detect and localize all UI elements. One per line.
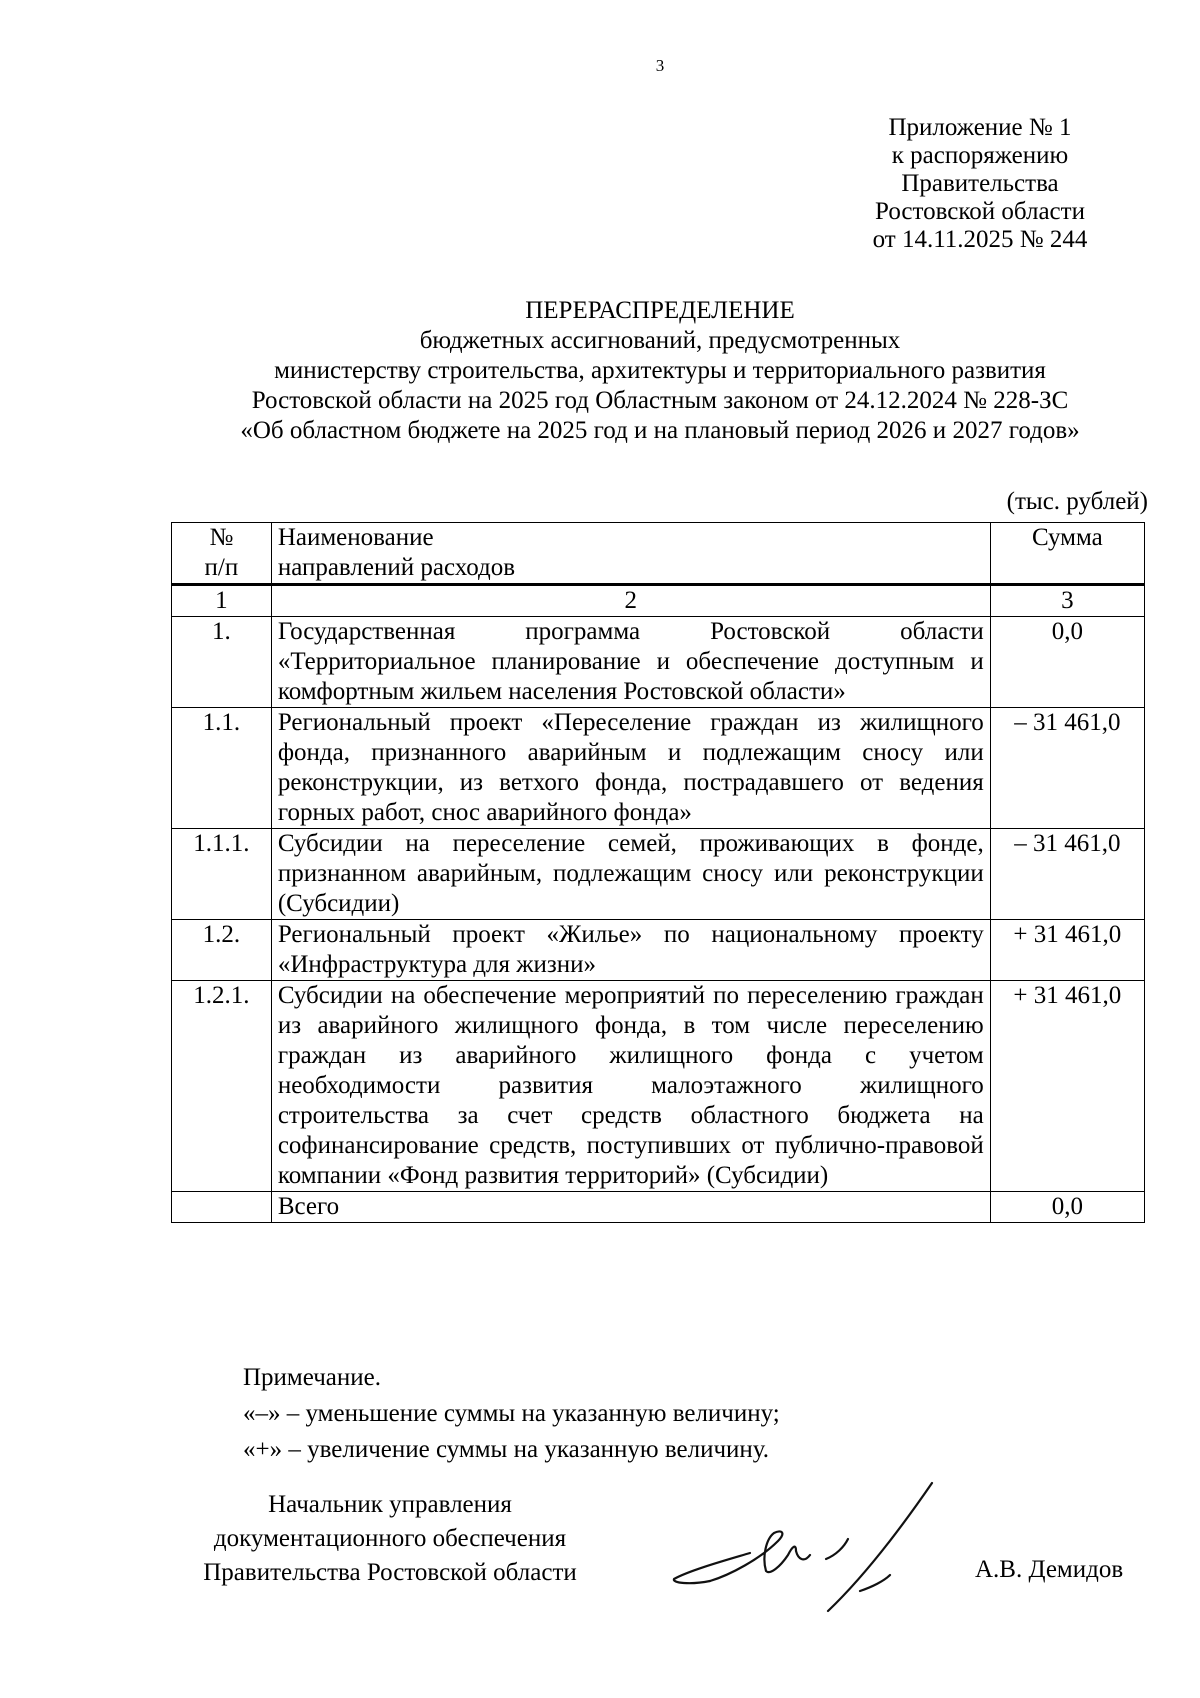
header-name <box>271 523 990 585</box>
appendix-line: к распоряжению <box>891 142 1069 169</box>
table-row <box>172 920 1145 981</box>
signer-title <box>170 1488 610 1590</box>
signer-name: А.В. Демидов <box>975 1556 1124 1583</box>
row-num: 1.1. <box>172 708 272 829</box>
total-row <box>172 1192 1145 1223</box>
appendix-line: Правительства <box>901 170 1059 197</box>
handwritten-signature <box>670 1475 950 1615</box>
note-item: «+» – увеличение суммы на указанную величину. <box>243 1436 770 1463</box>
total-label: Всего <box>271 1192 990 1223</box>
header-name-line: направлений расходов <box>277 554 516 581</box>
table-row <box>172 981 1145 1192</box>
row-sum: + 31 461,0 <box>990 981 1144 1192</box>
budget-table <box>171 522 1145 1223</box>
row-sum: + 31 461,0 <box>990 920 1144 981</box>
row-name: Региональный проект «Жилье» по национальному проекту «Инфраструктура для жизни» <box>271 920 990 981</box>
notes-title: Примечание. <box>243 1364 382 1391</box>
row-num: 1.2.1. <box>172 981 272 1192</box>
appendix-line: от 14.11.2025 № 244 <box>872 226 1088 253</box>
appendix-block <box>840 114 1120 254</box>
column-number-row <box>172 585 1145 617</box>
table-row <box>172 617 1145 708</box>
table-row <box>172 708 1145 829</box>
header-sum: Сумма <box>990 523 1144 585</box>
row-name: Региональный проект «Переселение граждан из жилищного фонда, признанного аварийным и подлежащим сносу или реконструкции, из ветхого фонда, пострадавшего от ведения горных работ, снос аварийного фонда» <box>271 708 990 829</box>
title-line: Ростовской области на 2025 год Областным законом от 24.12.2024 № 228-ЗС <box>251 387 1069 414</box>
row-name: Государственная программа Ростовской области «Территориальное планирование и обеспечение доступным и комфортным жильем населения Ростовской области» <box>271 617 990 708</box>
row-num: 1.1.1. <box>172 829 272 920</box>
title-line: бюджетных ассигнований, предусмотренных <box>419 327 901 354</box>
row-name: Субсидии на переселение семей, проживающих в фонде, признанном аварийным, подлежащим сносу или реконструкции (Субсидии) <box>271 829 990 920</box>
column-number: 3 <box>990 585 1144 617</box>
page-number: 3 <box>655 56 665 75</box>
column-number: 1 <box>172 585 272 617</box>
table-row <box>172 829 1145 920</box>
table-header-row <box>172 523 1145 585</box>
total-num <box>172 1192 272 1223</box>
units-label: (тыс. рублей) <box>1006 488 1148 515</box>
title-heading: ПЕРЕРАСПРЕДЕЛЕНИЕ <box>525 297 795 324</box>
title-line: министерству строительства, архитектуры и территориального развития <box>274 357 1046 384</box>
appendix-line: Приложение № 1 <box>888 114 1072 141</box>
column-number: 2 <box>271 585 990 617</box>
row-sum: 0,0 <box>990 617 1144 708</box>
header-num <box>172 523 272 585</box>
header-name-line: Наименование <box>277 524 434 551</box>
total-sum: 0,0 <box>990 1192 1144 1223</box>
header-num-line: № <box>209 524 234 551</box>
header-num-line: п/п <box>204 554 239 581</box>
row-num: 1.2. <box>172 920 272 981</box>
title-line: «Об областном бюджете на 2025 год и на плановый период 2026 и 2027 годов» <box>240 417 1080 444</box>
document-title <box>170 296 1150 446</box>
signer-title-line: Начальник управления <box>268 1491 512 1518</box>
row-sum: – 31 461,0 <box>990 829 1144 920</box>
notes-block <box>243 1360 780 1468</box>
appendix-line: Ростовской области <box>875 198 1085 225</box>
row-num: 1. <box>172 617 272 708</box>
row-sum: – 31 461,0 <box>990 708 1144 829</box>
note-item: «–» – уменьшение суммы на указанную величину; <box>243 1400 780 1427</box>
signer-title-line: документационного обеспечения <box>213 1525 567 1552</box>
row-name: Субсидии на обеспечение мероприятий по переселению граждан из аварийного жилищного фонда, в том числе переселению граждан из аварийного жилищного фонда с учетом необходимости развития малоэтажного жилищного строительства за счет средств областного бюджета на софинансирование средств, поступивших от публично-правовой компании «Фонд развития территорий» (Субсидии) <box>271 981 990 1192</box>
signer-title-line: Правительства Ростовской области <box>203 1559 577 1586</box>
